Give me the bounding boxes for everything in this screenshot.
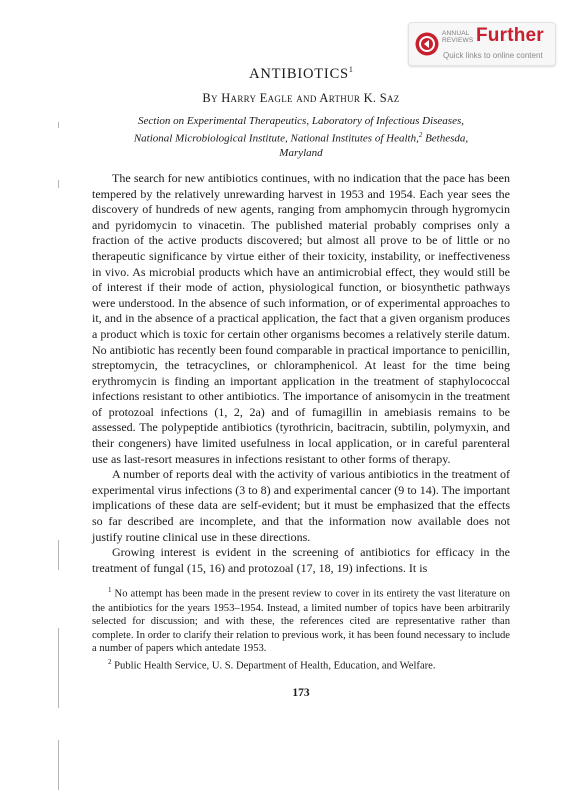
article-authors: By Harry Eagle and Arthur K. Saz [202,90,400,105]
footnotes [92,584,510,673]
footnote-mark: 1 [108,586,112,595]
footnote-text: No attempt has been made in the present review to cover in its entirety the vast literature on the antibiotics for the years 1953–1954. Instead, a limited number of topics have been arbitrarily selected for discussion; and with these, the references cited are representative rather than complete. In order to clarify their relation to previous work, it has been found necessary to include a number of papers which antedate 1953. [92,588,510,655]
affiliation-footnote-mark: 2 [418,131,423,140]
article-body [92,171,510,576]
brand-line-2: REVIEWS [442,37,474,44]
article-title-text: ANTIBIOTICS [249,65,349,82]
body-paragraph: A number of reports deal with the activity of various antibiotics in the treatment of experimental virus infections (3 to 8) and experimental cancer (9 to 14). The important implications of these data are self-evident; but it must be emphasized that the effects so far described are incomplete, and that the information now available does not justify routine clinical use in these directions. [92,467,510,544]
article-title [92,65,510,83]
footnote [92,584,510,656]
author-affiliation [92,114,510,161]
further-label[interactable]: Further [476,25,544,46]
annual-reviews-logo-icon [415,32,439,56]
footnote [92,656,510,673]
title-footnote-mark: 1 [348,65,353,74]
affiliation-place: Bethesda, Maryland [279,132,469,160]
footnote-text: Public Health Service, U. S. Department of Health, Education, and Welfare. [111,660,436,672]
margin-mark [58,180,59,188]
brand-line-1: ANNUAL [442,30,470,37]
margin-mark [58,628,59,708]
margin-mark [58,540,59,570]
footnote-mark: 2 [108,657,112,666]
article-page [92,60,510,699]
margin-mark [58,740,59,790]
margin-mark [58,122,59,128]
page-number: 173 [292,687,310,700]
affiliation-main: Section on Experimental Therapeutics, Laboratory of Infectious Diseases, National Microbiological Institute, National Institutes of Health, [133,114,464,145]
annual-reviews-wordmark [442,30,473,44]
body-paragraph: The search for new antibiotics continues, with no indication that the pace has been tempered by the relatively unrewarding harvest in 1953 and 1954. Each year sees the discovery of hundreds of new agents, ranging from amphomycin through hygromycin and pyridomycin to vinacetin. The published material probably comprises only a fraction of the active products discovered; but almost all prove to be of little or no therapeutic significance by virtue either of their toxicity, instability, or ineffectiveness in vivo. As microbial products which have an antimicrobial effect, they would still be of interest if their mode of action, physiological function, or biosynthetic pathways were understood. In the absence of such information, or of experimental approaches to it, and in the absence of a practical application, the fact that a given organism produces a product which is toxic for certain other organisms becomes a relatively sterile datum. No antibiotic has recently been found comparable in practical importance to penicillin, streptomycin, the tetracyclines, or chloramphenicol. At least for the time being erythromycin is finding an important application in the treatment of staphylococcal infections resistant to other antibiotics. The importance of anisomycin in the treatment of protozoal infections (1, 2, 2a) and of fumagillin in amebiasis remains to be assessed. The polypeptide antibiotics (tyrothricin, bacitracin, subtilin, polymyxin, and their congeners) have limited usefulness in local application, or in careful parenteral use as last-resort measures in infections resistant to other forms of therapy. [92,170,510,466]
further-subtitle: Quick links to online content [443,51,543,60]
body-paragraph: Growing interest is evident in the screening of antibiotics for efficacy in the treatment of fungal (15, 16) and protozoal (17, 18, 19) infections. It is [92,545,510,575]
